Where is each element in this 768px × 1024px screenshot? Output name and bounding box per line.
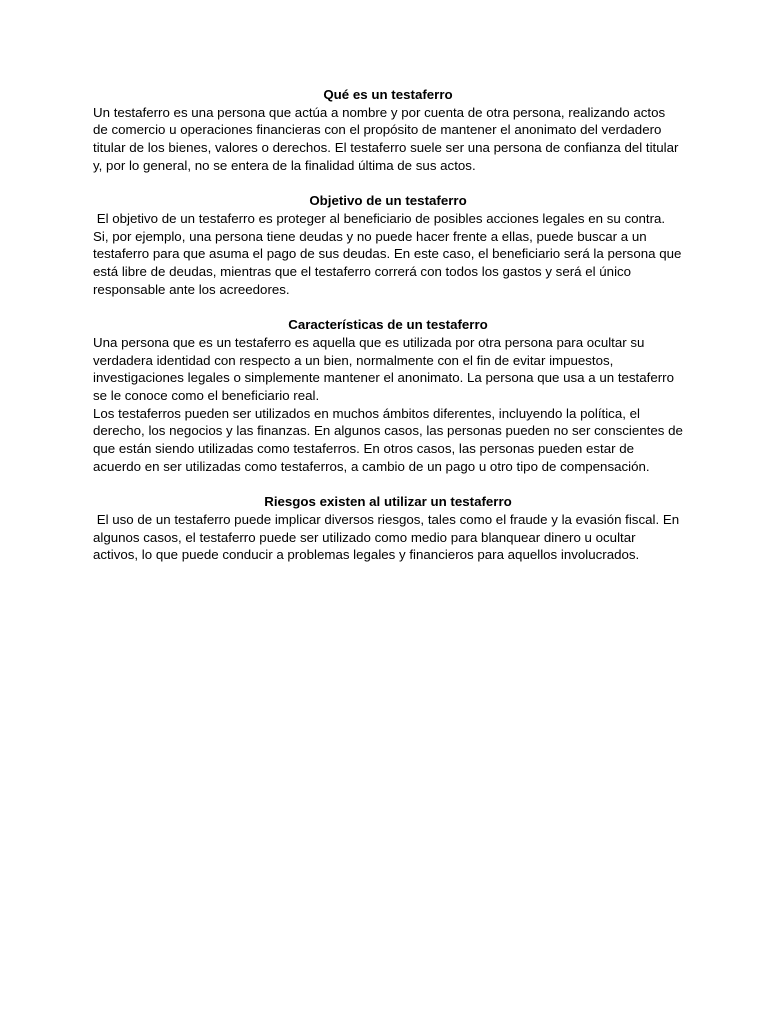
section-heading: Qué es un testaferro <box>323 87 453 102</box>
section-paragraph: Los testaferros pueden ser utilizados en muchos ámbitos diferentes, incluyendo la política, el derecho, los negocios y las finanzas. En algunos casos, las personas pueden no ser conscientes de que están siendo utilizadas como testaferros. En otros casos, las personas pueden estar de acuerdo en ser utilizadas como testaferros, a cambio de un pago u otro tipo de compensación. <box>93 405 687 474</box>
section-riesgos <box>93 493 683 564</box>
section-caracteristicas <box>93 316 687 475</box>
section-heading: Características de un testaferro <box>288 317 488 333</box>
section-paragraph: El uso de un testaferro puede implicar diversos riesgos, tales como el fraude y la evasión fiscal. En algunos casos, el testaferro puede ser utilizado como medio para blanquear dinero u ocultar activos, lo que puede conducir a problemas legales y financieros para aquellos involucrados. <box>93 511 683 563</box>
section-paragraph: Una persona que es un testaferro es aquella que es utilizada por otra persona para ocultar su verdadera identidad con respecto a un bien, normalmente con el fin de evitar impuestos, investigaciones legales o simplemente mantener el anonimato. La persona que usa a un testaferro se le conoce como el beneficiario real. <box>93 334 678 403</box>
section-paragraph: El objetivo de un testaferro es proteger al beneficiario de posibles acciones legales en su contra. Si, por ejemplo, una persona tiene deudas y no puede hacer frente a ellas, puede buscar a un testaferro para que asuma el pago de sus deudas. En este caso, el beneficiario será la persona que está libre de deudas, mientras que el testaferro correrá con todos los gastos y será el único responsable ante los acreedores. <box>93 210 686 297</box>
section-que-es <box>93 86 683 175</box>
document-page <box>93 86 687 582</box>
section-objetivo <box>93 192 686 298</box>
section-heading: Objetivo de un testaferro <box>309 193 467 209</box>
section-heading: Riesgos existen al utilizar un testaferro <box>264 494 512 510</box>
section-paragraph: Un testaferro es una persona que actúa a nombre y por cuenta de otra persona, realizando actos de comercio u operaciones financieras con el propósito de mantener el anonimato del verdadero titular de los bienes, valores o derechos. El testaferro suele ser una persona de confianza del titular y, por lo general, no se entera de la finalidad última de sus actos. <box>93 104 683 173</box>
